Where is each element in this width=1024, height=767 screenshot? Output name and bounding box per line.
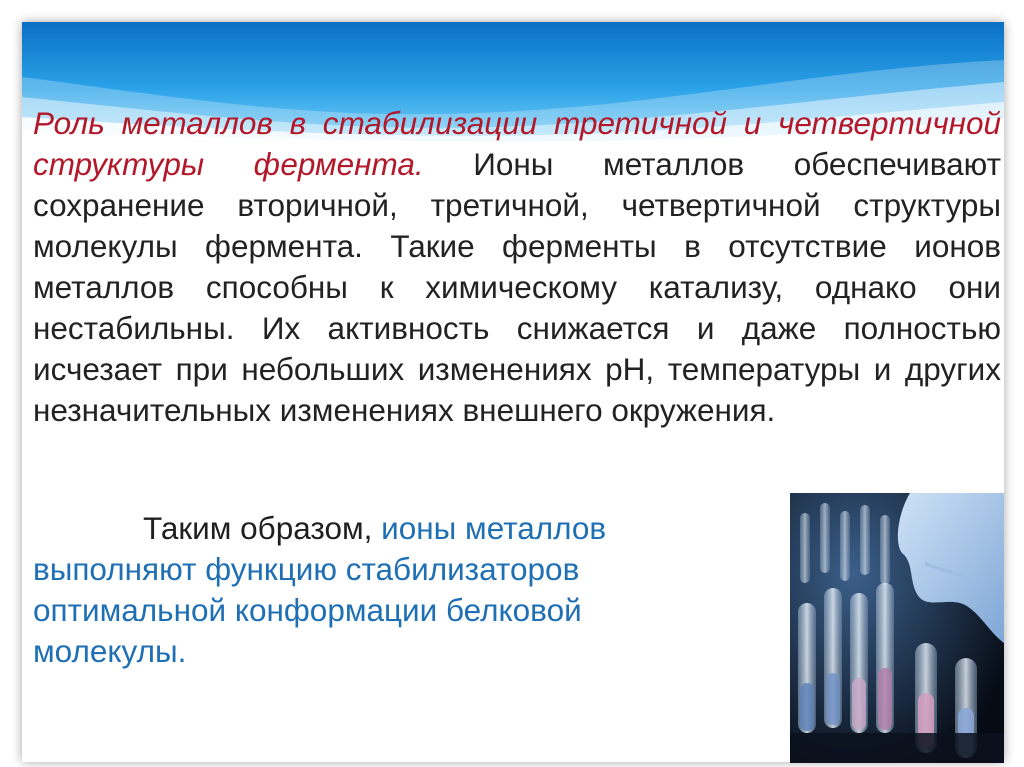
test-tubes-illustration bbox=[790, 493, 1004, 763]
summary-paragraph bbox=[33, 508, 658, 672]
paragraph-highlight: Роль металлов в стабилизации третичной и четвертичной структуры фермента. bbox=[33, 105, 1001, 182]
summary-intro: Таким образом, bbox=[143, 510, 373, 546]
summary-highlight: ионы металлов выполняют функцию стабилизаторов оптимальной конформации белковой молекулы. bbox=[33, 510, 607, 669]
test-tubes-photo bbox=[790, 493, 1004, 763]
paragraph-text: Ионы металлов обеспечивают сохранение вторичной, третичной, четвертичной структуры молекулы фермента. Такие ферменты в отсутствие ионов металлов способны к химическому катализу, однако они нестабильны. Их активность снижается и даже полностью исчезает при небольших изменениях pH, температуры и других незначительных изменениях внешнего окружения. bbox=[33, 146, 1001, 428]
main-paragraph bbox=[33, 103, 1001, 431]
